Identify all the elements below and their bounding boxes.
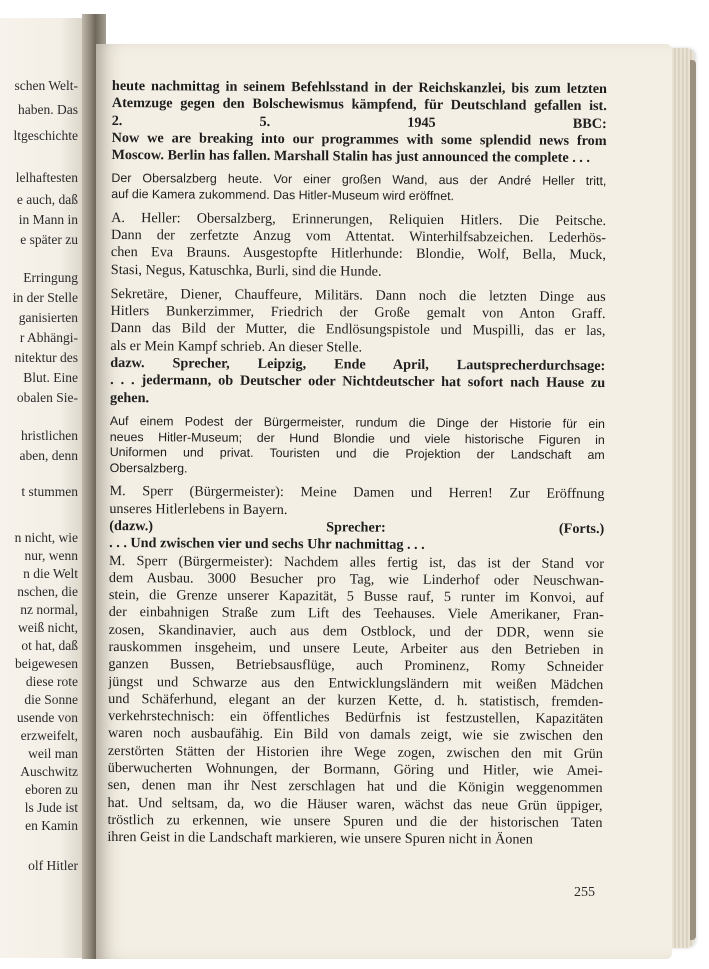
left-page-line: e später zu — [20, 232, 78, 247]
left-page-line: obalen Sie- — [16, 390, 78, 405]
paragraph — [110, 414, 605, 479]
text-line: 2. 5. 1945 BBC: — [111, 112, 607, 132]
left-page-line: ot hat, daß — [21, 638, 78, 653]
text-line: M. Sperr (Bürgermeister): Meine Damen und Herren! Zur Eröffnung — [109, 483, 605, 503]
paragraph — [111, 78, 607, 168]
text-line: Auf einem Podest der Bürgermeister, rundum die Dinge der Historie für ein — [109, 413, 605, 431]
paragraph — [110, 286, 605, 358]
left-page-line: die Sonne — [24, 692, 78, 707]
left-page-line: diese rote — [25, 674, 78, 689]
left-page-line: in Mann in — [18, 212, 78, 227]
left-page-line: e auch, daß — [16, 192, 78, 207]
left-page-line: ganisierten — [18, 310, 78, 325]
paragraph — [109, 483, 604, 521]
text-line: rauskommen insgeheim, und unsere Leute, Arbeiter aus den Betrieben in — [108, 638, 604, 658]
left-page-line: usende von — [16, 710, 78, 725]
left-page-line: in der Stelle — [12, 290, 78, 305]
left-page-line: Blut. Eine — [23, 370, 78, 385]
left-page-line: t stummen — [21, 484, 78, 499]
left-page — [0, 18, 86, 958]
text-line: auf die Kamera zukommend. Das Hitler-Museum wird eröffnet. — [111, 187, 455, 204]
text-line: M. Sperr (Bürgermeister): Nachdem alles fertig ist, das ist der Stand vor — [109, 552, 605, 572]
paragraph — [107, 552, 604, 849]
text-line: Stasi, Negus, Katuschka, Burli, sind die Hunde. — [110, 261, 382, 280]
text-line: Der Obersalzberg heute. Vor einer großen Wand, aus der André Heller tritt, — [111, 171, 607, 189]
left-page-line: lelhaftesten — [15, 170, 78, 185]
text-line: waren noch ausbaufähig. Ein Bild von damals zeigt, wie sie zwischen den — [107, 725, 604, 745]
left-page-line: erzweifelt, — [20, 728, 78, 743]
left-page-line: nur, wenn — [24, 548, 78, 563]
text-line: ihren Geist in die Landschaft markieren, wie unsere Spuren nicht in Äonen — [107, 829, 533, 848]
left-page-line: haben. Das — [18, 102, 78, 117]
left-page-line: weil man — [28, 746, 78, 761]
left-page-line: aben, denn — [19, 448, 78, 463]
left-page-line: ls Jude ist — [24, 800, 78, 815]
text-line: gehen. — [109, 389, 150, 406]
right-page-text — [107, 78, 607, 857]
paragraph — [111, 210, 606, 282]
left-page-line: hristlichen — [21, 428, 78, 443]
left-page-line: nitektur des — [14, 350, 78, 365]
left-page-line: n die Welt — [23, 566, 78, 581]
text-line: dazw. Sprecher, Leipzig, Ende April, Lautsprecherdurchsage: — [110, 355, 606, 375]
text-line: heute nachmittag in seinem Befehlsstand in der Reichskanzlei, bis zum letzten — [111, 78, 607, 98]
text-line: jüngst und Schwarze aus den Entwicklungsländern mit weißen Mädchen — [108, 673, 604, 693]
left-page-line: nz normal, — [20, 602, 78, 617]
text-line: (dazw.) Sprecher: (Forts.) — [109, 517, 605, 537]
text-line: hat. Und seltsam, da, wo die Häuser waren, wächst das neue Grün üppiger, — [107, 794, 603, 814]
left-page-line: ltgeschichte — [13, 128, 78, 143]
text-line: der einbahnigen Straße zum Lift des Teehauses. Viele Amerikaner, Fran- — [108, 604, 604, 624]
text-line: sen, denen man ihr Nest zerschlagen hat und die Königin weggenommen — [107, 777, 603, 797]
text-line: . . . Und zwischen vier und sechs Uhr nachmittag . . . — [109, 535, 425, 554]
left-page-line: schen Welt- — [14, 78, 78, 93]
page-number: 255 — [574, 885, 595, 900]
text-line: Now we are breaking into our programmes with some splendid news from — [111, 129, 607, 149]
left-page-line: r Abhängi- — [19, 330, 78, 345]
left-page-line: weiß nicht, — [18, 620, 78, 635]
left-page-line: nschen, die — [17, 584, 78, 599]
left-page-line: olf Hitler — [28, 858, 78, 873]
text-line: als er Mein Kampf schrieb. An dieser Stelle. — [110, 337, 363, 356]
text-line: neues Hitler-Museum; der Hund Blondie und viele historische Figuren in — [109, 429, 605, 447]
text-line: Uniformen und privat. Touristen und die Projektion der Landschaft am — [109, 445, 605, 463]
text-line: . . . jedermann, ob Deutscher oder Nichtdeutscher hat sofort nach Hause zu — [110, 372, 606, 392]
text-line: Obersalzberg. — [109, 460, 188, 476]
text-line: zerstörten Stätten der Historien ihre Wege zogen, zwischen den mit Grün — [107, 742, 603, 762]
left-page-line: en Kamin — [25, 818, 78, 833]
text-line: Moscow. Berlin has fallen. Marshall Stalin has just announced the complete . . . — [111, 147, 591, 167]
paragraph — [111, 171, 606, 205]
paragraph — [109, 518, 604, 556]
text-line: ganzen Bussen, Betriebsausflüge, auch Prominenz, Romy Schneider — [108, 656, 604, 676]
text-line: Sekretäre, Diener, Chauffeure, Militärs. Dann noch die letzten Dinge aus — [110, 285, 606, 305]
text-line: stein, die Grenze unserer Kapazität, 5 Busse rauf, 5 runter im Konvoi, auf — [108, 587, 604, 607]
text-line: chen Eva Brauns. Ausgestopfte Hitlerhunde: Blondie, Wolf, Bella, Muck, — [110, 244, 606, 264]
text-line: zosen, Skandinavier, auch aus dem Ostblock, und der DDR, wenn sie — [108, 621, 604, 641]
left-page-line: eboren zu — [25, 782, 78, 797]
text-line: unseres Hitlerlebens in Bayern. — [109, 500, 288, 518]
text-line: überwucherten Wohnungen, der Bormann, Göring und Hitler, wie Amei- — [107, 760, 603, 780]
left-page-line: n nicht, wie — [14, 530, 78, 545]
text-line: Dann der zerfetzte Anzug vom Attentat. Winterhilfsabzeichen. Lederhös- — [110, 226, 607, 246]
paragraph — [110, 355, 605, 410]
text-line: A. Heller: Obersalzberg, Erinnerungen, Reliquien Hitlers. Die Peitsche. — [111, 209, 607, 229]
left-page-line: Auschwitz — [20, 764, 78, 779]
text-line: Hitlers Bunkerzimmer, Friedrich der Große gemalt von Anton Graff. — [110, 303, 606, 323]
page-edge-shadow — [690, 60, 696, 940]
text-line: dem Ausbau. 3000 Besucher pro Tag, wie Linderhof oder Neuschwan- — [108, 569, 604, 589]
left-page-line: beigewesen — [15, 656, 78, 671]
text-line: verkehrstechnisch: ein öffentliches Bedürfnis ist festzustellen, Kapazitäten — [108, 708, 604, 728]
text-line: Atemzuge gegen den Bolschewismus kämpfend, für Deutschland gefallen ist. — [111, 95, 607, 115]
left-page-line: Erringung — [23, 270, 78, 285]
text-line: tröstlich zu erkennen, wie unsere Spuren und die der historischen Taten — [107, 811, 603, 831]
text-line: und Schäferhund, elegant an der kurzen Kette, d. h. statistisch, fremden- — [108, 690, 604, 710]
text-line: Dann das Bild der Mutter, die Endlösungspistole und Muspilli, das er las, — [110, 320, 606, 340]
